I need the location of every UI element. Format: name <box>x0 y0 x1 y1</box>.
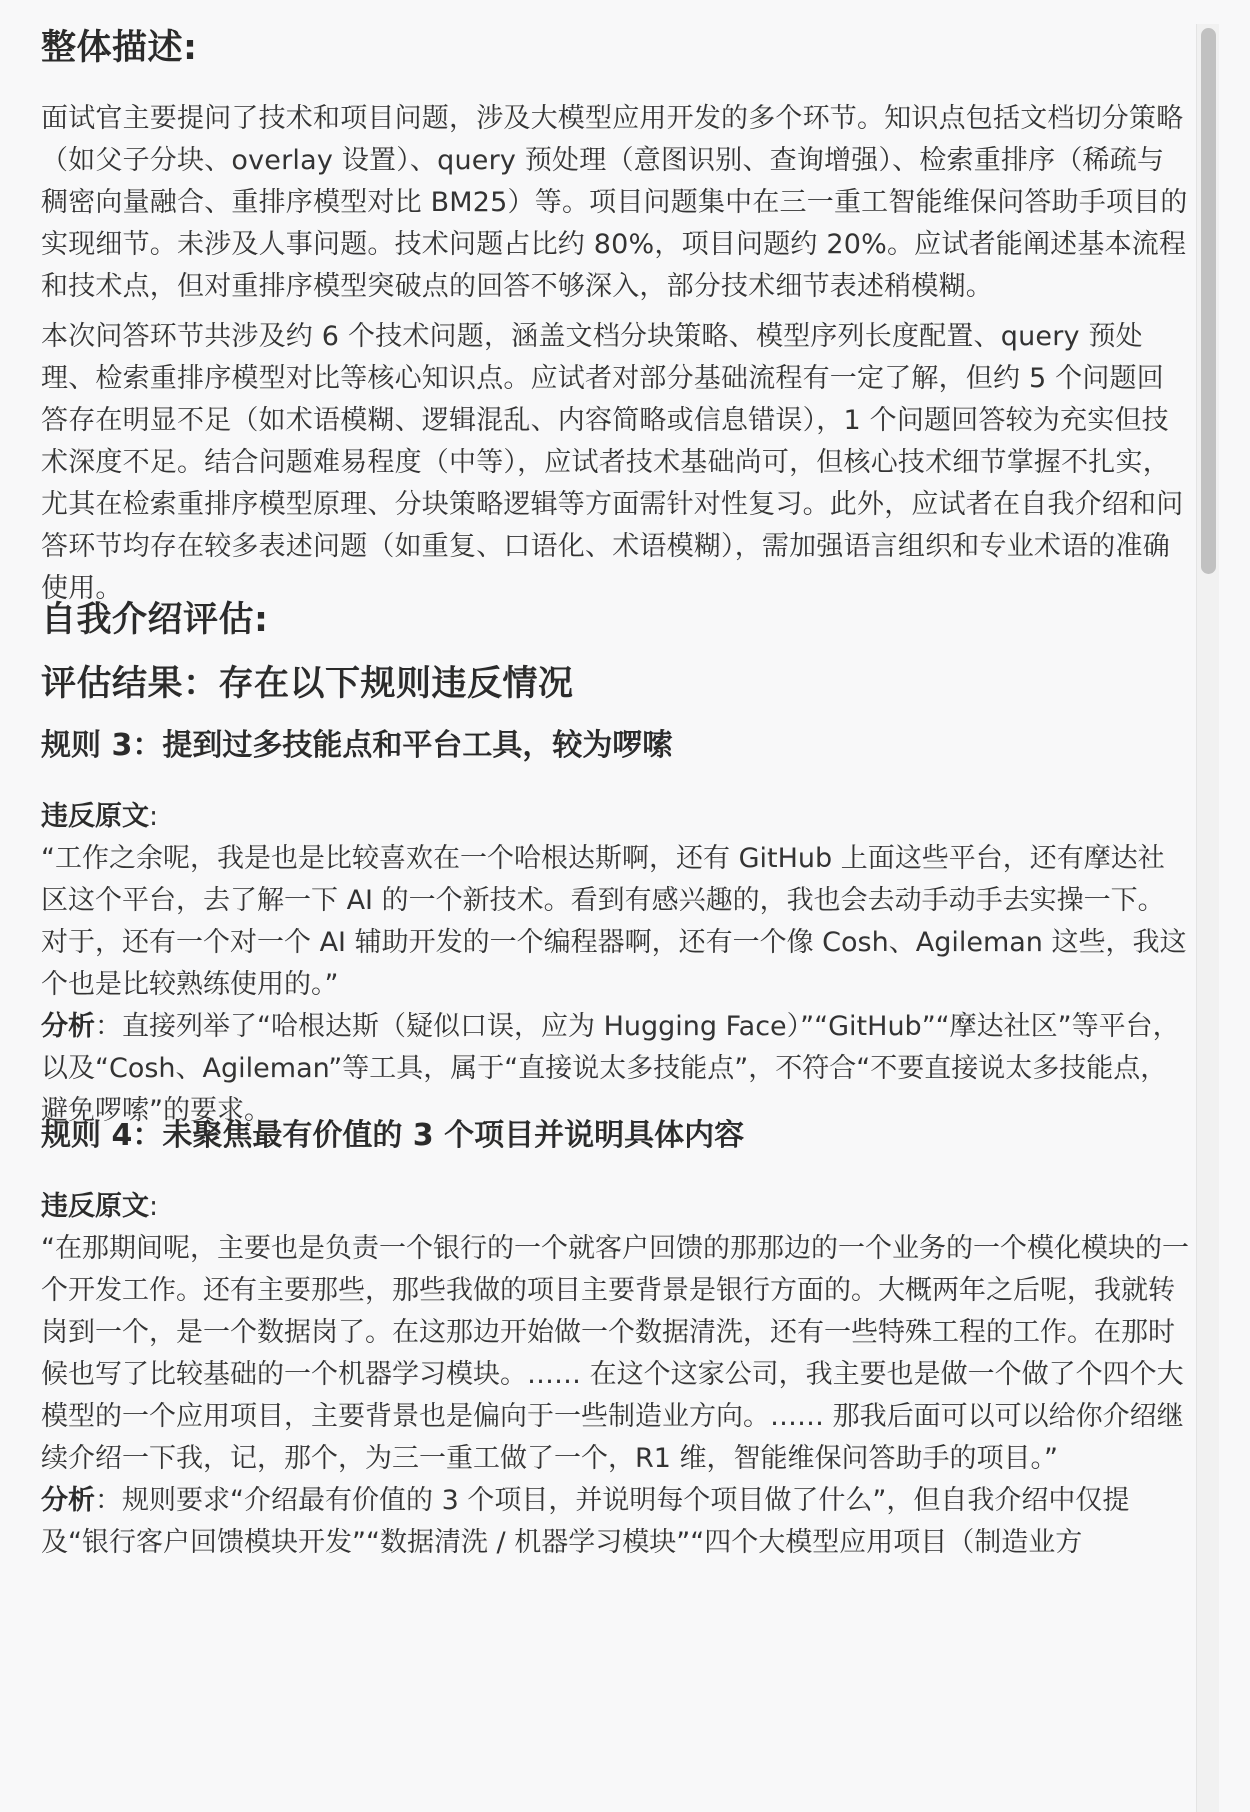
rule-4-analysis-text: 规则要求“介绍最有价值的 3 个项目，并说明每个项目做了什么”，但自我介绍中仅提及“银行客户回馈模块开发”“数据清洗 / 机器学习模块”“四个大模型应用项目（制造业方 <box>41 1485 1130 1558</box>
rule-3-analysis-text: 直接列举了“哈根达斯（疑似口误，应为 Hugging Face）”“GitHub”“摩达社区”等平台，以及“Cosh、Agileman”等工具，属于“直接说太多技能点”，不符合“不要直接说太多技能点，避免啰嗦”的要求。 <box>41 1011 1180 1126</box>
rule-4-quote-line: 违反原文: <box>41 1191 159 1222</box>
analysis-label: 分析 <box>41 1485 95 1516</box>
evaluation-result-heading: 评估结果：存在以下规则违反情况 <box>41 664 574 704</box>
overview-paragraph-2: 本次问答环节共涉及约 6 个技术问题，涵盖文档分块策略、模型序列长度配置、query 预处理、检索重排序模型对比等核心知识点。应试者对部分基础流程有一定了解，但约 5 个问题回答存在明显不足（如术语模糊、逻辑混乱、内容简略或信息错误），1 个问题回答较为充实但技术深度不足。结合问题难易程度（中等），应试者技术基础尚可，但核心技术细节掌握不扎实，尤其在检索重排序模型原理、分块策略逻辑等方面需针对性复习。此外，应试者在自我介绍和问答环节均存在较多表述问题（如重复、口语化、术语模糊），需加强语言组织和专业术语的准确使用。 <box>41 321 1184 604</box>
analysis-label: 分析 <box>41 1011 95 1042</box>
rule-3-title: 规则 3：提到过多技能点和平台工具，较为啰嗦 <box>41 728 673 763</box>
rule-3-analysis: 分析：直接列举了“哈根达斯（疑似口误，应为 Hugging Face）”“GitHub”“摩达社区”等平台，以及“Cosh、Agileman”等工具，属于“直接说太多技能点”，不符合“不要直接说太多技能点，避免啰嗦”的要求。 <box>41 1011 1180 1126</box>
rule-3-quote-line: 违反原文: <box>41 801 159 832</box>
vertical-scrollbar-thumb[interactable] <box>1201 28 1216 574</box>
rule-3-quote: “工作之余呢，我是也是比较喜欢在一个哈根达斯啊，还有 GitHub 上面这些平台，还有摩达社区这个平台，去了解一下 AI 的一个新技术。看到有感兴趣的，我也会去动手动手去实操一下。对于，还有一个对一个 AI 辅助开发的一个编程器啊，还有一个像 Cosh、Agileman 这些，我这个也是比较熟练使用的。” <box>41 843 1187 1000</box>
overview-paragraph-1: 面试官主要提问了技术和项目问题，涉及大模型应用开发的多个环节。知识点包括文档切分策略（如父子分块、overlay 设置）、query 预处理（意图识别、查询增强）、检索重排序（稀疏与稠密向量融合、重排序模型对比 BM25）等。项目问题集中在三一重工智能维保问答助手项目的实现细节。未涉及人事问题。技术问题占比约 80%，项目问题约 20%。应试者能阐述基本流程和技术点，但对重排序模型突破点的回答不够深入，部分技术细节表述稍模糊。 <box>41 103 1188 302</box>
violation-label: 违反原文 <box>41 1191 149 1222</box>
rule-4-title: 规则 4：未聚焦最有价值的 3 个项目并说明具体内容 <box>41 1118 745 1153</box>
rule-4-quote: “在那期间呢，主要也是负责一个银行的一个就客户回馈的那那边的一个业务的一个模化模块的一个开发工作。还有主要那些，那些我做的项目主要背景是银行方面的。大概两年之后呢，我就转岗到一个，是一个数据岗了。在这那边开始做一个数据清洗，还有一些特殊工程的工作。在那时候也写了比较基础的一个机器学习模块。…… 在这个这家公司，我主要也是做一个做了个四个大模型的一个应用项目，主要背景也是偏向于一些制造业方向。…… 那我后面可以可以给你介绍继续介绍一下我，记，那个，为三一重工做了一个，R1 维，智能维保问答助手的项目。” <box>41 1233 1189 1474</box>
self-intro-heading: 自我介绍评估: <box>41 600 269 640</box>
overview-heading: 整体描述: <box>41 28 198 68</box>
violation-label: 违反原文 <box>41 801 149 832</box>
rule-3-violation-block <box>41 796 1191 1132</box>
rule-4-analysis: 分析：规则要求“介绍最有价值的 3 个项目，并说明每个项目做了什么”，但自我介绍中仅提及“银行客户回馈模块开发”“数据清洗 / 机器学习模块”“四个大模型应用项目（制造业方 <box>41 1485 1130 1558</box>
rule-4-violation-block <box>41 1186 1191 1564</box>
